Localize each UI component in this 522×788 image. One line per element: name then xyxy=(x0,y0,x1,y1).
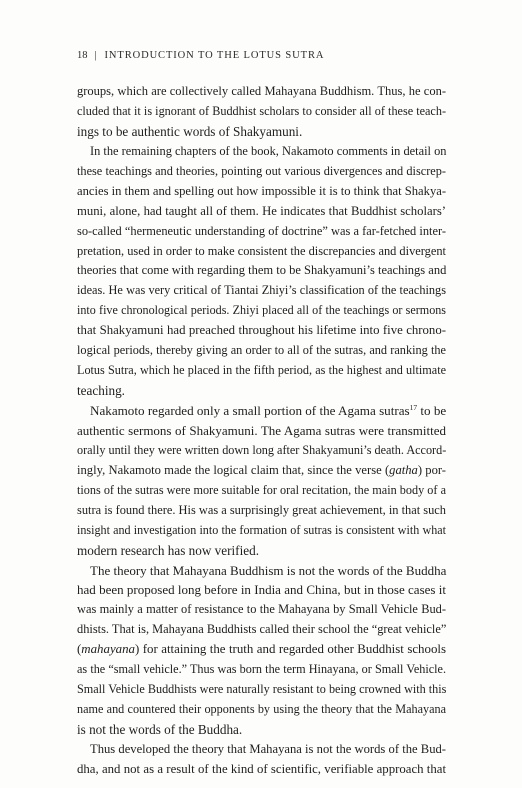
text-line: cluded that it is ignorant of Buddhist scholars to consider all of these teach- xyxy=(77,103,446,118)
text-line: tions of the sutras were more suitable for oral recitation, the main body of a xyxy=(77,482,446,497)
text-line: ideas. He was very critical of Tiantai Zhiyi’s classification of the teachings xyxy=(77,283,446,298)
text-segment: ingly, Nakamoto made the logical claim that, since the verse ( xyxy=(77,462,390,477)
header-separator: | xyxy=(94,50,98,61)
text-line: ings to be authentic words of Shakyamuni. xyxy=(77,123,303,139)
text-segment: Nakamoto regarded only a small portion of the Agama sutras xyxy=(90,403,410,418)
body-text xyxy=(77,82,446,780)
text-line: The theory that Mahayana Buddhism is not the words of the Buddha xyxy=(90,562,447,578)
text-line: modern research has now verified. xyxy=(77,542,259,558)
text-line xyxy=(77,401,446,421)
text-line: Small Vehicle Buddhists were naturally resistant to being crowned with this xyxy=(77,682,447,697)
text-line: that Shakyamuni had preached throughout his lifetime into five chrono- xyxy=(77,323,446,338)
text-line: so-called “hermeneutic understanding of doctrine” was a far-fetched inter- xyxy=(77,223,446,238)
text-line: logical periods, thereby giving an order to all of the sutras, and ranking the xyxy=(77,343,446,358)
text-line: muni, alone, had taught all of them. He indicates that Buddhist scholars’ xyxy=(77,203,446,218)
page-number: 18 xyxy=(77,50,88,61)
text-line: dhists. That is, Mahayana Buddhists called their school the “great vehicle” xyxy=(77,622,447,637)
text-line xyxy=(77,461,446,481)
running-title: INTRODUCTION TO THE LOTUS SUTRA xyxy=(104,50,325,61)
text-line: name and countered their opponents by using the theory that the Mahayana xyxy=(77,702,446,717)
text-line: is not the words of the Buddha. xyxy=(77,722,243,737)
text-line: pretation, used in order to make consistent the discrepancies and divergent xyxy=(77,243,446,258)
text-line: Lotus Sutra, which he placed in the fifth period, as the highest and ultimate xyxy=(77,363,446,378)
text-line: Thus developed the theory that Mahayana is not the words of the Bud- xyxy=(90,741,446,756)
text-segment: to be xyxy=(417,403,447,418)
text-line: sutra is found there. His was a surprisingly great achievement, in that such xyxy=(77,502,446,517)
text-line: dha, and not as a result of the kind of scientific, verifiable approach that xyxy=(77,761,446,776)
text-line: these teachings and theories, pointing out various divergences and discrep- xyxy=(77,163,446,178)
text-line: into five chronological periods. Zhiyi placed all of the teachings or sermons xyxy=(77,303,446,318)
text-segment: ( xyxy=(77,642,82,657)
text-line: In the remaining chapters of the book, Nakamoto comments in detail on xyxy=(90,143,447,158)
text-line: teaching. xyxy=(77,383,125,399)
text-line: was mainly a matter of resistance to the Mahayana by Small Vehicle Bud- xyxy=(77,602,446,617)
text-segment: ) for attaining the truth and regarded other Buddhist schools xyxy=(135,642,446,657)
text-line: ancies in them and spelling out how impossible it is to think that Shakya- xyxy=(77,183,447,198)
footnote-marker: 17 xyxy=(409,403,418,412)
italic-term: mahayana xyxy=(81,642,135,657)
text-line: insight and investigation into the formation of sutras is consistent with what xyxy=(77,522,446,537)
running-header xyxy=(77,50,324,61)
text-line: had been proposed long before in India and China, but in those cases it xyxy=(77,582,446,598)
text-line: orally until they were written down long after Shakyamuni’s death. Accord- xyxy=(77,442,447,457)
text-line: as the “small vehicle.” Thus was born the term Hinayana, or Small Vehicle. xyxy=(77,662,446,677)
text-line xyxy=(77,640,446,660)
text-line: theories that come with regarding them to be Shakyamuni’s teachings and xyxy=(77,263,447,278)
italic-term: gatha xyxy=(389,462,418,477)
text-segment: ) por- xyxy=(417,462,447,477)
text-line: authentic sermons of Shakyamuni. The Agama sutras were transmitted xyxy=(77,422,446,438)
text-line: groups, which are collectively called Mahayana Buddhism. Thus, he con- xyxy=(77,84,446,98)
